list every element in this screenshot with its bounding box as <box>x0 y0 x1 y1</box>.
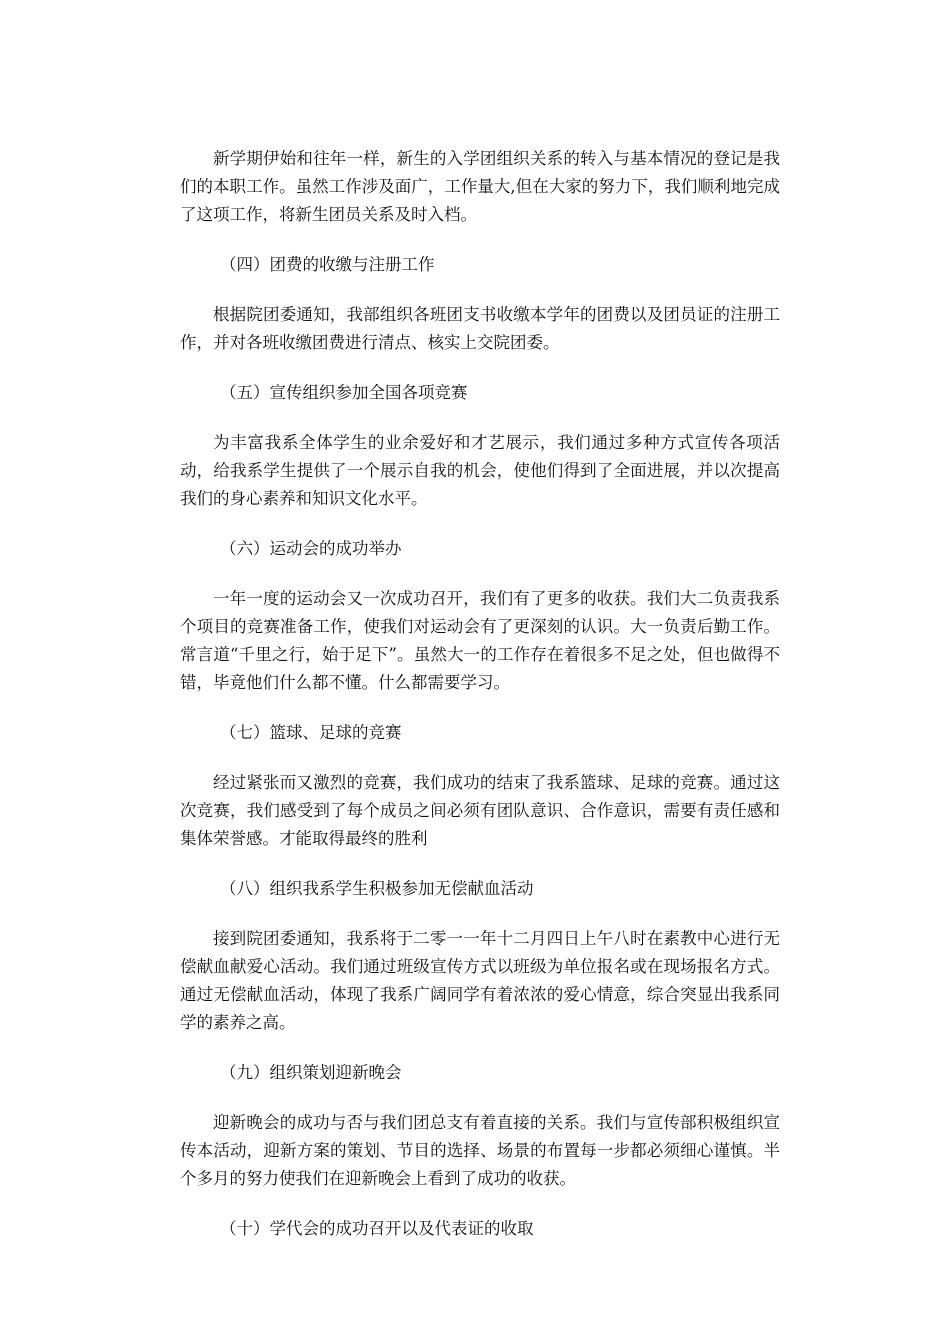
heading-section-10: （十）学代会的成功召开以及代表证的收取 <box>220 1219 534 1238</box>
paragraph-league-fees: 根据院团委通知，我部组织各班团支书收缴本学年的团费以及团员证的注册工作，并对各班收缴团费进行清点、核实上交院团委。 <box>180 305 780 352</box>
paragraph-basketball-football: 经过紧张而又激烈的竞赛，我们成功的结束了我系篮球、足球的竞赛。通过这次竞赛，我们感受到了每个成员之间必须有团队意识、合作意识，需要有责任感和集体荣誉感。才能取得最终的胜利 <box>180 773 780 848</box>
heading-section-8: （八）组织我系学生积极参加无偿献血活动 <box>220 879 534 898</box>
paragraph-sports-meet: 一年一度的运动会又一次成功召开，我们有了更多的收获。我们大二负责我系个项目的竞赛准备工作，使我们对运动会有了更深刻的认识。大一负责后勤工作。常言道“千里之行，始于足下”。虽然大一的工作存在着很多不足之处，但也做得不错，毕竟他们什么都不懂。什么都需要学习。 <box>180 589 780 692</box>
heading-section-5: （五）宣传组织参加全国各项竞赛 <box>220 383 468 402</box>
heading-section-7: （七）篮球、足球的竞赛 <box>220 723 402 742</box>
paragraph-blood-donation: 接到院团委通知，我系将于二零一一年十二月四日上午八时在素教中心进行无偿献血献爱心活动。我们通过班级宣传方式以班级为单位报名或在现场报名方式。通过无偿献血活动，体现了我系广阔同学有着浓浓的爱心情意，综合突显出我系同学的素养之高。 <box>180 929 780 1032</box>
heading-section-4: （四）团费的收缴与注册工作 <box>220 255 435 274</box>
paragraph-competitions: 为丰富我系全体学生的业余爱好和才艺展示，我们通过多种方式宣传各项活动，给我系学生提供了一个展示自我的机会，使他们得到了全面进展，并以次提高我们的身心素养和知识文化水平。 <box>180 433 780 508</box>
document-page <box>180 145 780 1243</box>
heading-section-6: （六）运动会的成功举办 <box>220 539 402 558</box>
paragraph-welcome-party: 迎新晚会的成功与否与我们团总支有着直接的关系。我们与宣传部积极组织宣传本活动，迎新方案的策划、节目的选择、场景的布置每一步都必须细心谨慎。半个多月的努力使我们在迎新晚会上看到了成功的收获。 <box>180 1113 780 1188</box>
paragraph-new-student-registration: 新学期伊始和往年一样，新生的入学团组织关系的转入与基本情况的登记是我们的本职工作。虽然工作涉及面广，工作量大,但在大家的努力下，我们顺利地完成了这项工作，将新生团员关系及时入档。 <box>180 149 780 224</box>
heading-section-9: （九）组织策划迎新晚会 <box>220 1063 402 1082</box>
